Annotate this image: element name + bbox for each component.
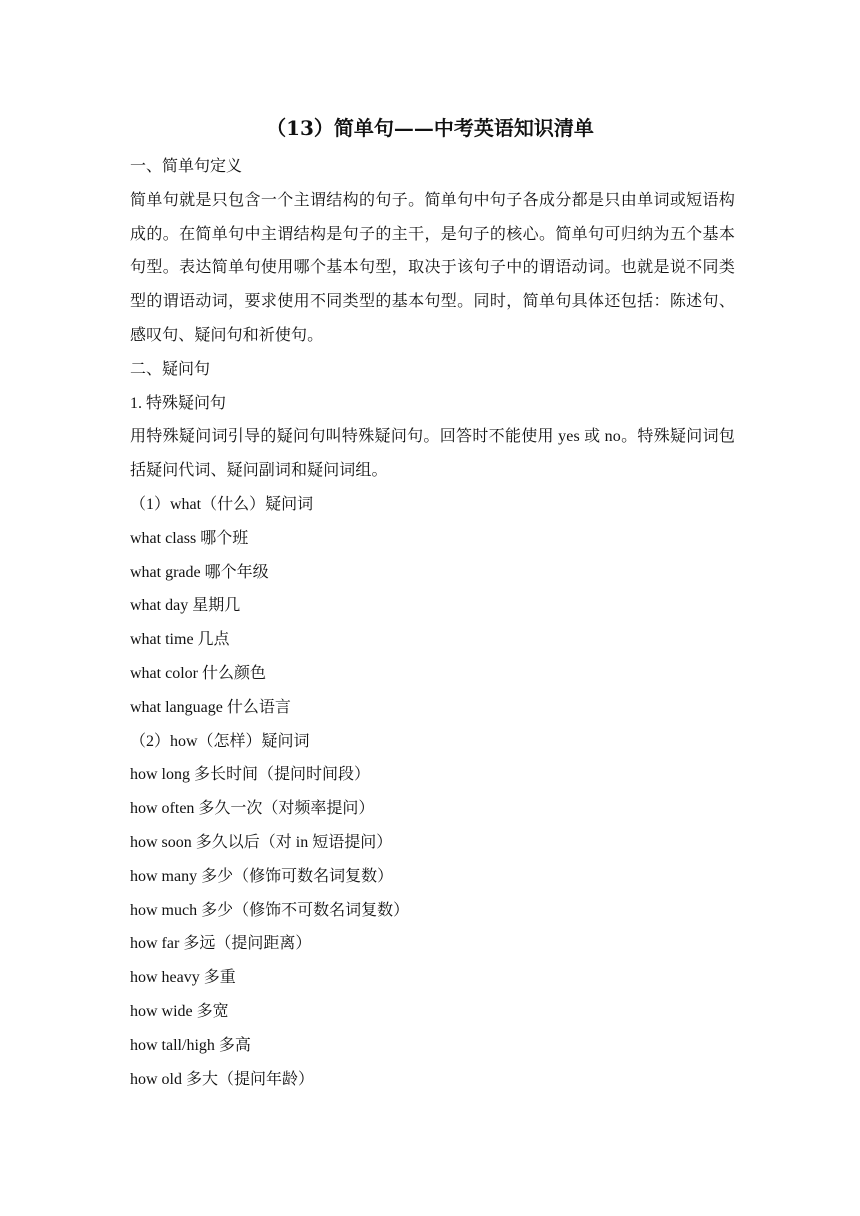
list-item: how soon 多久以后（对 in 短语提问） bbox=[130, 833, 393, 851]
list-item: what class 哪个班 bbox=[130, 529, 249, 547]
definition-paragraph: 简单句就是只包含一个主谓结构的句子。简单句中句子各成分都是只由单词或短语构成的。在简单句中主谓结构是句子的主干，是句子的核心。简单句可归纳为五个基本句型。表达简单句使用哪个基本句型，取决于该句子中的谓语动词。也就是说不同类型的谓语动词，要求使用不同类型的基本句型。同时，简单句具体还包括：陈述句、感叹句、疑问句和祈使句。 bbox=[130, 191, 735, 344]
special-questions-paragraph: 用特殊疑问词引导的疑问句叫特殊疑问句。回答时不能使用 yes 或 no。特殊疑问词包括疑问代词、疑问副词和疑问词组。 bbox=[130, 428, 735, 480]
document-body bbox=[130, 150, 735, 1096]
list-item: what language 什么语言 bbox=[130, 698, 291, 716]
list-item: how long 多长时间（提问时间段） bbox=[130, 766, 371, 784]
list-item: how old 多大（提问年龄） bbox=[130, 1070, 315, 1088]
list-item: how tall/high 多高 bbox=[130, 1036, 251, 1054]
list-item: how heavy 多重 bbox=[130, 969, 236, 987]
page-title: （13）简单句——中考英语知识清单 bbox=[266, 116, 594, 140]
list-item: what grade 哪个年级 bbox=[130, 563, 269, 581]
list-item: how much 多少（修饰不可数名词复数） bbox=[130, 901, 410, 919]
list-item: how far 多远（提问距离） bbox=[130, 935, 312, 953]
list-item: what time 几点 bbox=[130, 631, 230, 649]
section-heading-definition: 一、简单句定义 bbox=[130, 158, 243, 175]
list-item: how often 多久一次（对频率提问） bbox=[130, 800, 375, 818]
subsection-heading-special-questions: 1. 特殊疑问句 bbox=[130, 394, 227, 412]
list-item: what color 什么颜色 bbox=[130, 664, 266, 682]
list-item: what day 星期几 bbox=[130, 597, 241, 615]
what-heading: （1）what（什么）疑问词 bbox=[130, 495, 314, 513]
how-heading: （2）how（怎样）疑问词 bbox=[130, 732, 310, 750]
list-item: how wide 多宽 bbox=[130, 1002, 229, 1020]
list-item: how many 多少（修饰可数名词复数） bbox=[130, 867, 394, 885]
section-heading-questions: 二、疑问句 bbox=[130, 360, 211, 378]
